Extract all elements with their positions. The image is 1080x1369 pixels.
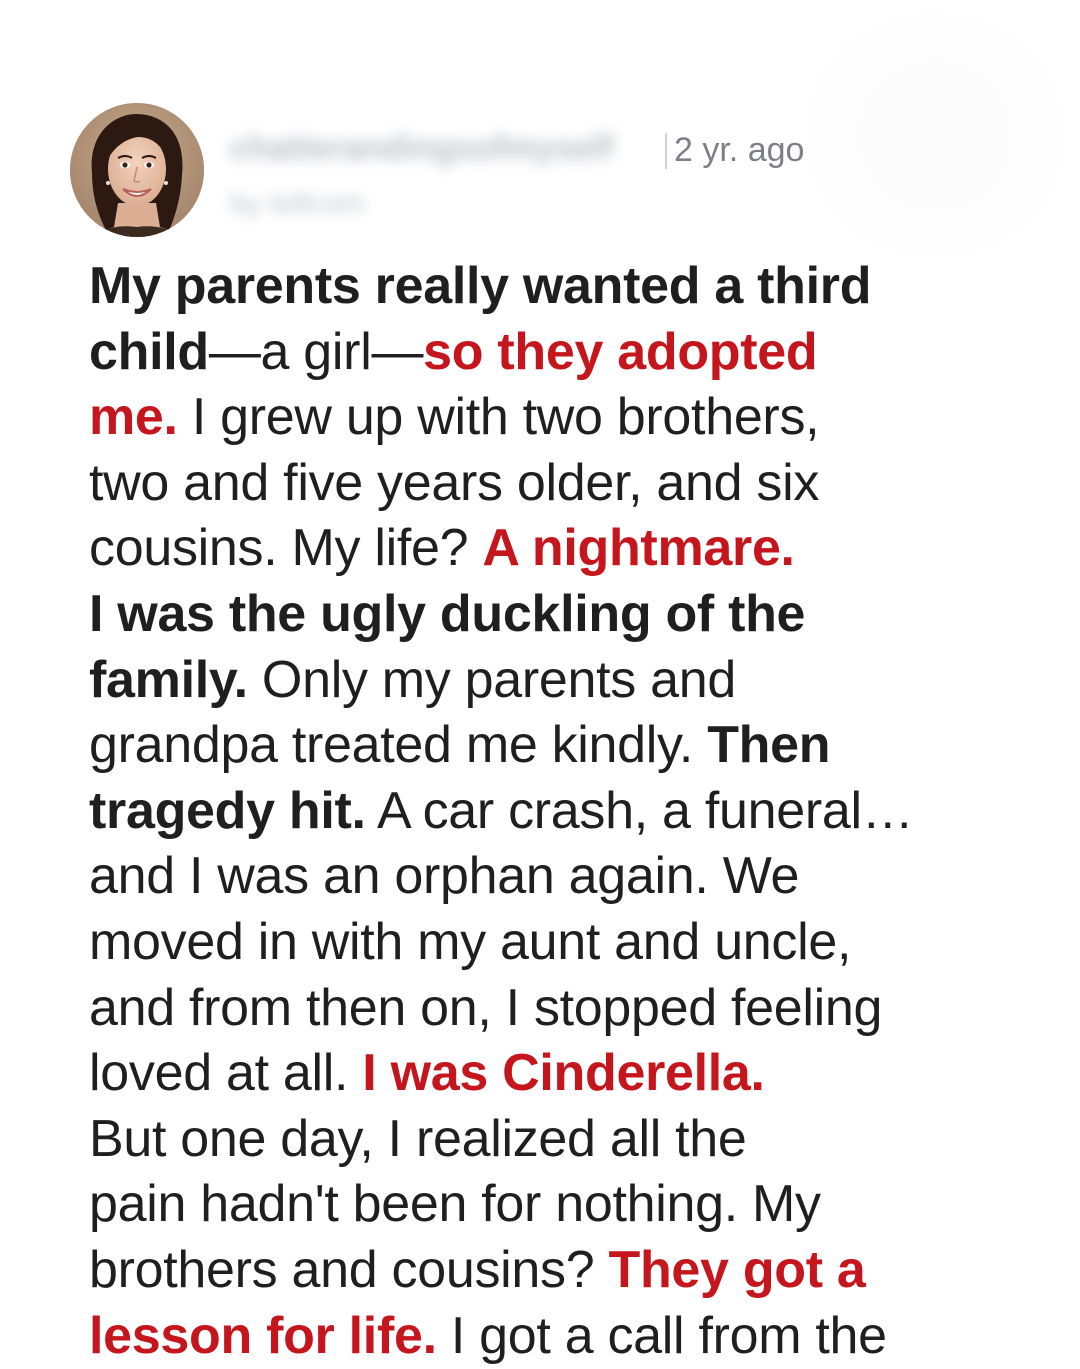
story-line: [89, 1172, 1049, 1238]
bold-text: family.: [89, 651, 248, 709]
story-text: cousins. My life?: [89, 519, 482, 577]
story-text: grandpa treated me kindly.: [89, 716, 707, 774]
story-line: [89, 1304, 1049, 1369]
story-line: [89, 1238, 1049, 1304]
story-line: [89, 254, 1049, 320]
story-text: Only my parents and: [248, 651, 736, 709]
bold-text: tragedy hit.: [89, 782, 366, 840]
story-line: [89, 713, 1049, 779]
story-body: [89, 254, 1049, 1369]
bold-text: My parents really wanted a third: [89, 257, 871, 315]
story-line: [89, 844, 1049, 910]
highlighted-text: A nightmare.: [482, 519, 794, 577]
story-text: loved at all.: [89, 1044, 362, 1102]
story-line: [89, 1041, 1049, 1107]
story-line: [89, 451, 1049, 517]
bold-text: child: [89, 323, 209, 381]
story-text: —a girl—: [209, 323, 423, 381]
highlighted-text: lesson for life.: [89, 1307, 437, 1365]
story-line: [89, 779, 1049, 845]
post-timestamp: 2 yr. ago: [674, 131, 804, 170]
story-text: pain hadn't been for nothing. My: [89, 1175, 821, 1233]
story-line: [89, 516, 1049, 582]
highlighted-text: They got a: [609, 1241, 866, 1299]
story-text: and from then on, I stopped feeling: [89, 979, 882, 1037]
post-header: [70, 103, 970, 238]
story-text: A car crash, a funeral…: [366, 782, 914, 840]
story-line: [89, 385, 1049, 451]
bold-text: Then: [707, 716, 830, 774]
highlighted-text: me.: [89, 388, 178, 446]
story-line: [89, 976, 1049, 1042]
highlighted-text: so they adopted: [423, 323, 817, 381]
story-text: But one day, I realized all the: [89, 1110, 746, 1168]
bold-text: I was the ugly duckling of the: [89, 585, 805, 643]
story-text: I grew up with two brothers,: [178, 388, 820, 446]
story-line: [89, 648, 1049, 714]
story-text: moved in with my aunt and uncle,: [89, 913, 851, 971]
story-text: I got a call from the: [437, 1307, 887, 1365]
user-avatar[interactable]: [70, 103, 204, 237]
story-text: and I was an orphan again. We: [89, 847, 799, 905]
highlighted-text: I was Cinderella.: [362, 1044, 764, 1102]
avatar-portrait-icon: [70, 103, 204, 237]
story-line: [89, 1107, 1049, 1173]
post-byline: by tellcom: [230, 187, 365, 221]
story-line: [89, 582, 1049, 648]
story-line: [89, 910, 1049, 976]
username[interactable]: chatterandingsofmyself: [230, 129, 614, 168]
story-text: two and five years older, and six: [89, 454, 819, 512]
story-text: brothers and cousins?: [89, 1241, 609, 1299]
meta-separator: [665, 133, 667, 169]
story-line: [89, 320, 1049, 386]
